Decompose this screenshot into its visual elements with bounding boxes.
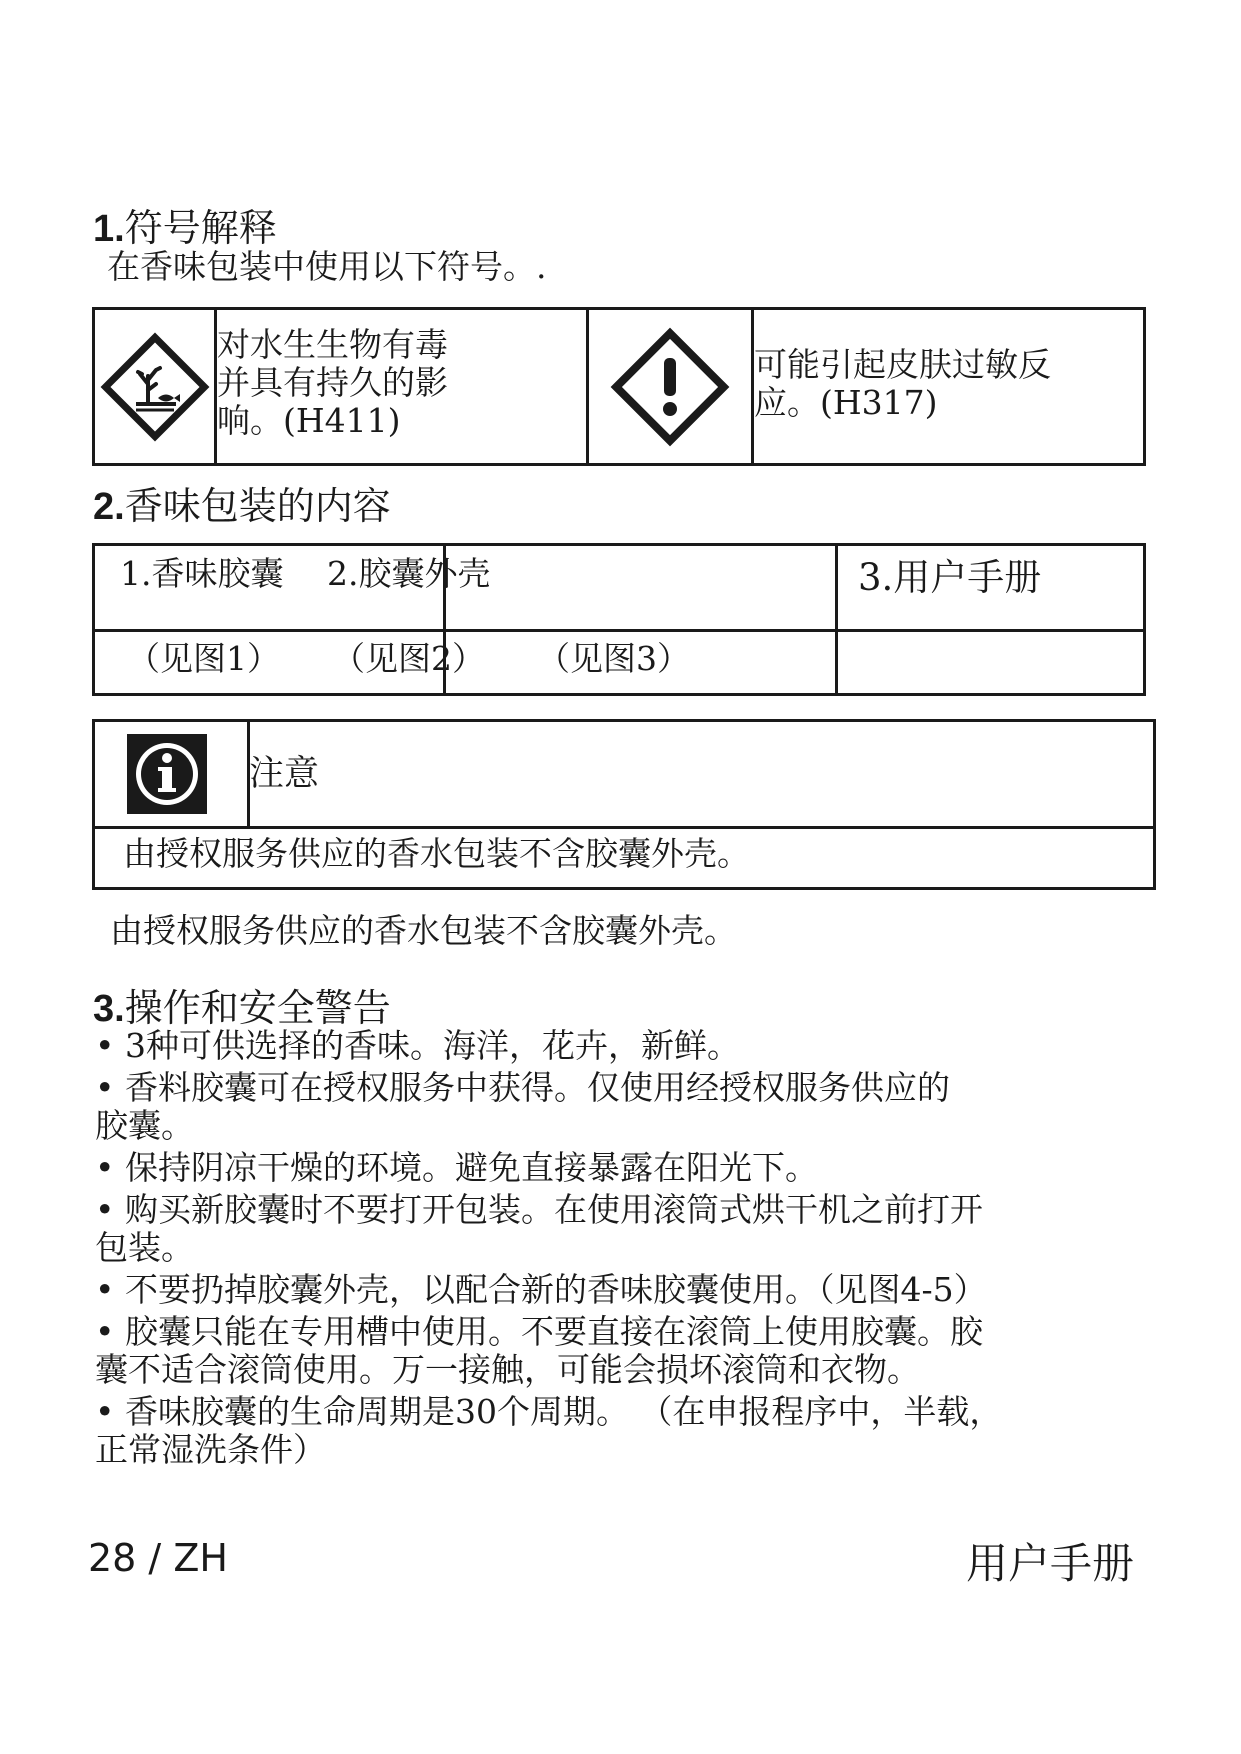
symbol-cell-2 (589, 310, 754, 463)
contents-ref-figure-2: （见图2） (332, 639, 485, 678)
contents-ref-figure-1: （见图1） (127, 639, 280, 678)
note-text: 由授权服务供应的香水包装不含胶囊外壳。 (123, 834, 750, 873)
warning-item: • 保持阴凉干燥的环境。避免直接暴露在阳光下。 (95, 1148, 818, 1187)
contents-table (92, 543, 1146, 696)
info-icon (127, 734, 207, 814)
contents-table-col-divider (835, 546, 838, 693)
warning-item: • 胶囊只能在专用槽中使用。不要直接在滚筒上使用胶囊。胶 囊不适合滚筒使用。万一接触，可能会损坏滚筒和衣物。 (95, 1312, 983, 1389)
symbol-cell-1 (95, 310, 217, 463)
exclamation-hazard-icon (605, 322, 735, 452)
section3-title: 操作和安全警告 (124, 986, 391, 1030)
symbol-text-1 (217, 310, 589, 463)
symbol-2-line-1: 可能引起皮肤过敏反 (754, 345, 1051, 384)
warning-item: • 香料胶囊可在授权服务中获得。仅使用经授权服务供应的 胶囊。 (95, 1068, 950, 1145)
warning-item: • 不要扔掉胶囊外壳，以配合新的香味胶囊使用。（见图4-5） (95, 1270, 987, 1309)
section3-number: 3. (93, 988, 125, 1030)
note-label: 注意 (249, 754, 320, 794)
note-box-divider (95, 826, 1153, 829)
environment-hazard-icon (96, 328, 214, 446)
footer-manual-title: 用户手册 (966, 1539, 1135, 1588)
contents-table-row-divider (95, 629, 1143, 632)
section2-number: 2. (93, 486, 125, 528)
section1-heading (93, 206, 277, 251)
section2-title: 香味包装的内容 (124, 484, 391, 528)
symbols-table (92, 307, 1146, 466)
section3-heading (93, 986, 391, 1031)
contents-ref-figure-3: （见图3） (537, 639, 690, 678)
contents-item-user-manual: 3.用户手册 (858, 556, 1042, 599)
warning-item: • 3种可供选择的香味。海洋，花卉，新鲜。 (95, 1026, 740, 1065)
symbol-2-line-2: 应。(H317) (754, 383, 938, 422)
warnings-list (95, 1027, 1155, 1473)
note-box (92, 719, 1156, 890)
contents-item-capsule-shell: 2.胶囊外壳 (327, 554, 491, 593)
contents-item-capsule: 1.香味胶囊 (120, 554, 284, 593)
warning-item: • 香味胶囊的生命周期是30个周期。 （在申报程序中，半载， 正常湿洗条件） (95, 1392, 1003, 1469)
symbol-text-2 (754, 310, 1143, 463)
section1-number: 1. (93, 208, 125, 250)
note-repeat-text: 由授权服务供应的香水包装不含胶囊外壳。 (110, 911, 737, 950)
page-number: 28 / ZH (88, 1536, 228, 1580)
section1-intro: 在香味包装中使用以下符号。. (107, 247, 547, 286)
section2-heading (93, 484, 391, 529)
warning-item: • 购买新胶囊时不要打开包装。在使用滚筒式烘干机之前打开 包装。 (95, 1190, 983, 1267)
symbol-1-line-2: 并具有持久的影 (217, 363, 448, 402)
symbol-1-line-1: 对水生生物有毒 (217, 325, 448, 364)
section1-title: 符号解释 (124, 206, 277, 250)
symbol-1-line-3: 响。(H411) (217, 401, 401, 440)
